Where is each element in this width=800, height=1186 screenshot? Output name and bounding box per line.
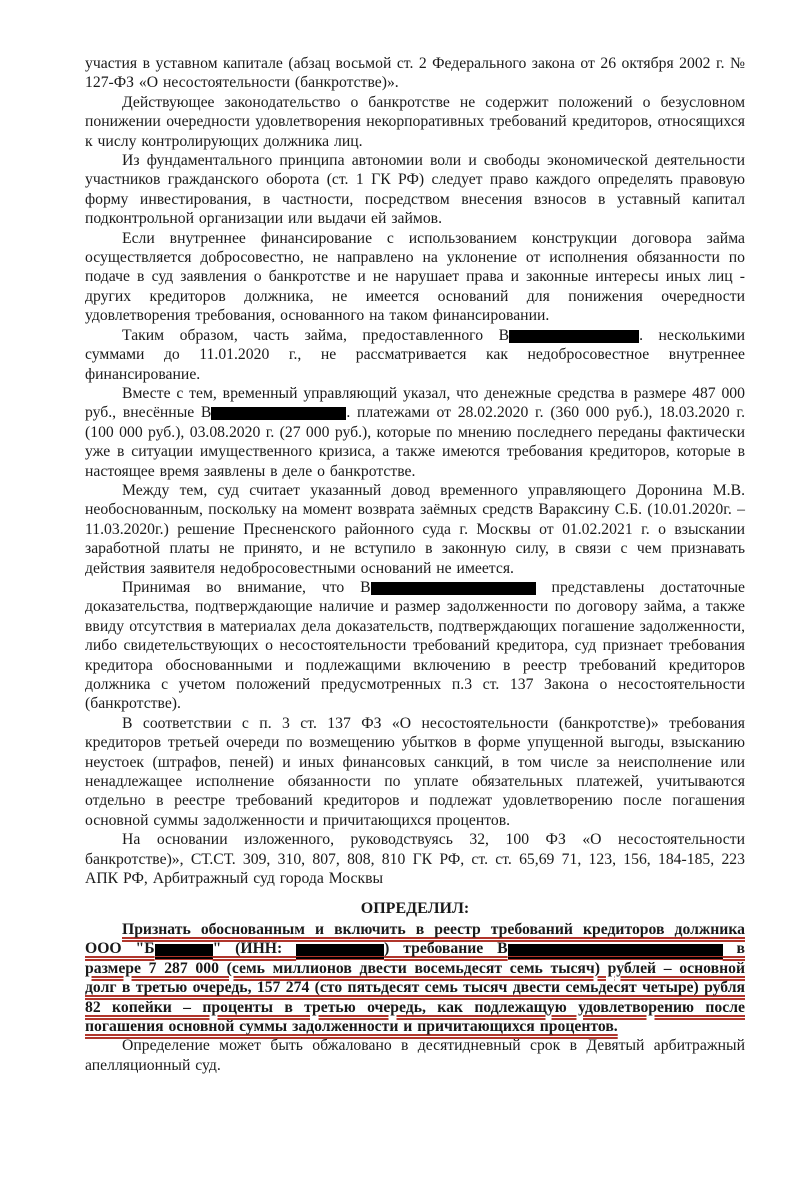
paragraph-no-subordination-provision: Действующее законодательство о банкротстве не содержит положений о безусловном понижении очередности удовлетворения некорпоративных требований кредиторов, относящихся к числу контролирующих должника лиц. <box>85 93 745 150</box>
redaction-box-creditor-name <box>508 944 723 960</box>
paragraph-evidence-accepted <box>85 578 745 714</box>
text-segment: Принимая во внимание, что В <box>122 578 371 596</box>
text-segment: " (ИНН: <box>212 940 297 958</box>
paragraph-interim-manager-argument <box>85 384 745 481</box>
redaction-box <box>371 582 536 595</box>
paragraph-legal-basis: На основании изложенного, руководствуясь 32, 100 ФЗ «О несостоятельности банкротстве)», СТ.СТ. 309, 310, 807, 808, 810 ГК РФ, ст. ст. 65,69 71, 123, 156, 184-185, 223 АПК РФ, Арбитражный суд города Москвы <box>85 831 745 888</box>
redaction-box-debtor-name <box>155 944 213 960</box>
paragraph-appeal-notice: Определение может быть обжаловано в десятидневный срок в Девятый арбитражный апелляционный суд. <box>85 1037 745 1074</box>
text-segment: Вместе с тем, временный управляющий указал, что денежные средства в размере 487 000 руб., внесённые В <box>85 384 745 422</box>
text-segment: Признать обоснованным и включить в реестр требований кредиторов должника ООО "Б <box>85 920 745 958</box>
text-segment: . платежами от 28.02.2020 г. (360 000 руб.), 18.03.2020 г. (100 000 руб.), 03.08.2020 г. (27 000 руб.), которые по мнению последнего переданы фактически уже в ситуации имущественного кризиса, а также имеются требования кредиторов, которые в настоящее время заявлены в деле о банкротстве. <box>85 404 745 480</box>
text-segment: в размере 7 287 000 (семь миллионов двести восемьдесят семь тысяч) рублей – основной долг в третью очередь, 157 274 (сто пятьдесят семь тысяч двести семьдесят четыре) рубля 82 копейки – проценты в третью очередь, как подлежащую удовлетворению после погашения основной суммы задолженности и причитающихся процентов. <box>85 940 745 1035</box>
court-ruling-page <box>85 54 745 1075</box>
redaction-box <box>509 330 639 343</box>
text-segment: ) требование В <box>384 940 508 958</box>
redaction-box <box>211 407 346 420</box>
redaction-box-inn <box>296 944 384 960</box>
paragraph-court-rejects-argument: Между тем, суд считает указанный довод временного управляющего Доронина М.В. необоснованным, поскольку на момент возврата заёмных средств Вараксину С.Б. (10.01.2020г. – 11.03.2020г.) решение Пресненского районного суда г. Москвы от 01.02.2021 г. о взыскании заработной платы не принято, и не вступило в законную силу, в связи с чем признавать действия заявителя недобросовестными оснований не имеется. <box>85 481 745 577</box>
paragraph-autonomy-principle: Из фундаментального принципа автономии воли и свободы экономической деятельности участников гражданского оборота (ст. 1 ГК РФ) следует право каждого определять правовую форму инвестирования, в частности, посредством внесения взносов в уставный капитал подконтрольной организации или выдачи ей займов. <box>85 152 745 228</box>
text-segment: представлены достаточные доказательства, подтверждающие наличие и размер задолженности по договору займа, а также ввиду отсутствия в материалах дела доказательств, подтверждающих погашение задолженности, либо свидетельствующих о несостоятельности требований кредитора, суд признает требования кредитора обоснованными и подлежащими включению в реестр требований кредиторов должника с учетом положений предусмотренных п.3 ст. 137 Закона о несостоятельности (банкротстве). <box>85 578 745 713</box>
text-segment: Таким образом, часть займа, предоставленного В <box>122 326 510 344</box>
paragraph-statute-reference: участия в уставном капитале (абзац восьмой ст. 2 Федерального закона от 26 октября 2002 г. № 127-ФЗ «О несостоятельности (банкротстве)». <box>85 55 745 92</box>
paragraph-article-137: В соответствии с п. 3 ст. 137 ФЗ «О несостоятельности (банкротстве)» требования кредиторов третьей очереди по возмещению убытков в форме упущенной выгоды, взысканию неустоек (штрафов, пеней) и иных финансовых санкций, в том числе за неисполнение или ненадлежащее исполнение обязанности по уплате обязательных платежей, учитываются отдельно в реестре требований кредиторов и подлежат удовлетворению после погашения основной суммы задолженности и причитающихся процентов. <box>85 714 745 829</box>
ruling-heading: ОПРЕДЕЛИЛ: <box>360 900 470 918</box>
paragraph-loan-not-bad-faith <box>85 326 745 384</box>
ruling-operative-paragraph <box>85 920 745 1036</box>
text-segment: . несколькими суммами до 11.01.2020 г., не рассматривается как недобросовестное внутреннее финансирование. <box>85 326 745 383</box>
paragraph-good-faith-financing: Если внутреннее финансирование с использованием конструкции договора займа осуществляется добросовестно, не направлено на уклонение от исполнения обязанности по подаче в суд заявления о банкротстве и не нарушает права и законные интересы иных лиц - других кредиторов должника, не имеется оснований для понижения очередности удовлетворения требования, основанного на таком финансировании. <box>85 229 745 325</box>
